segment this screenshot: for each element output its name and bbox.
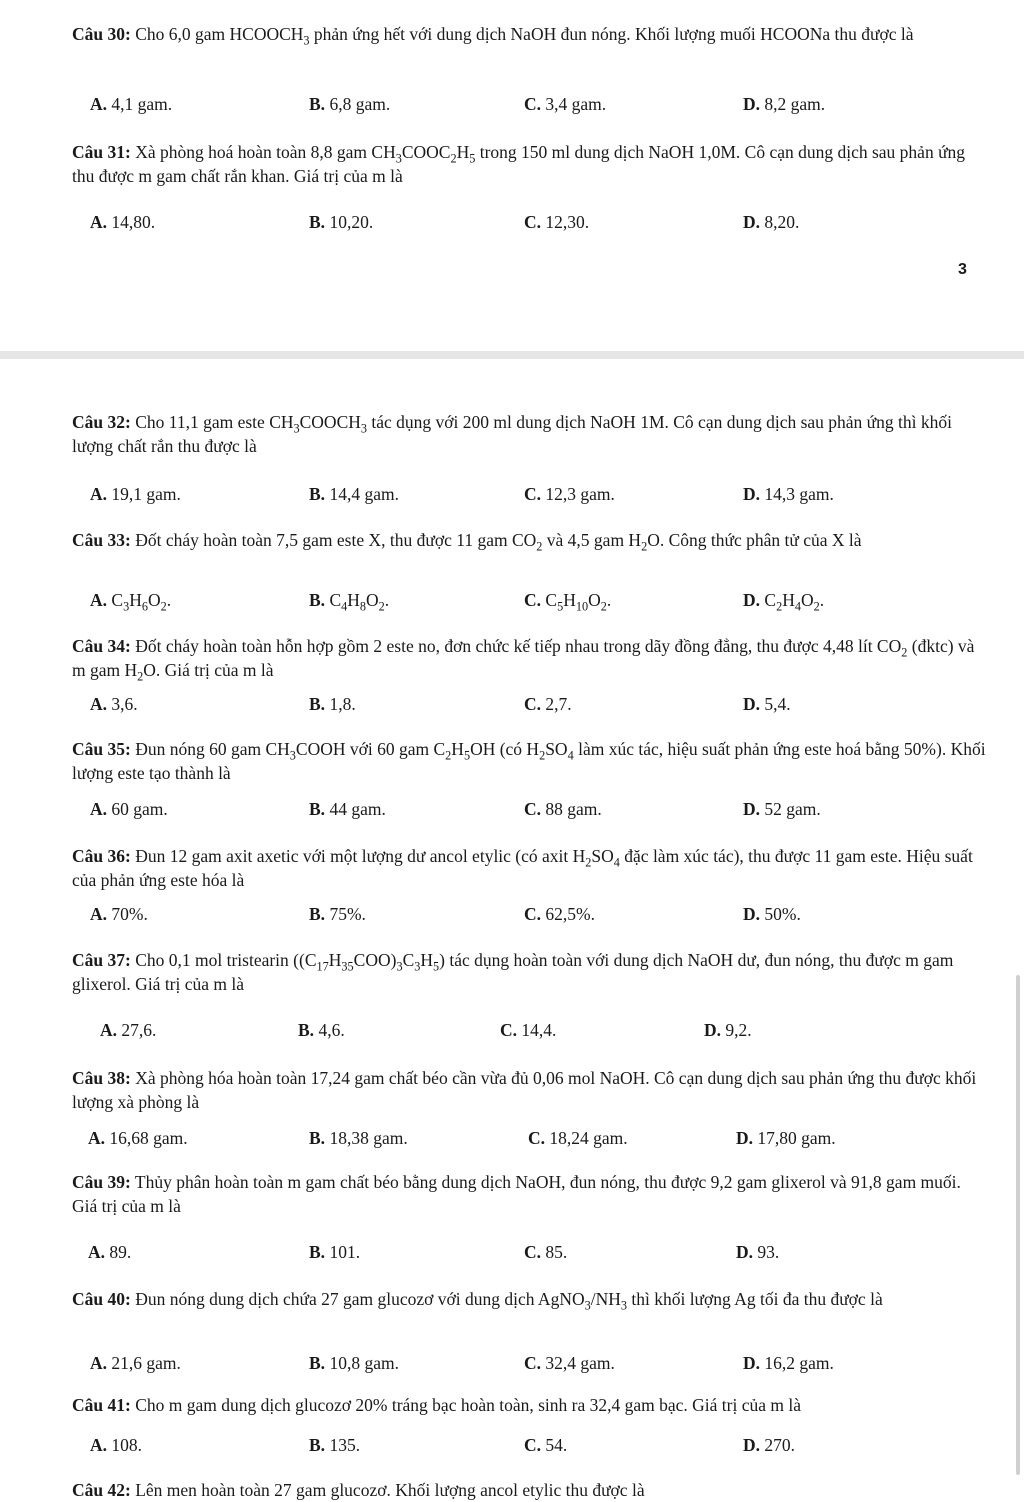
option-d[interactable]: D. 9,2. [704, 1020, 752, 1040]
question-label: Câu 39: [72, 1172, 131, 1192]
option-b[interactable]: B. 135. [309, 1435, 361, 1455]
question-39 [72, 1170, 987, 1262]
option-a[interactable]: A. 60 gam. [90, 799, 168, 819]
option-a[interactable]: A. $C_3H_6O_2$. [90, 590, 172, 614]
question-stem [72, 1393, 987, 1417]
option-d[interactable]: D. 5,4. [743, 694, 791, 714]
option-b[interactable]: B. 101. [309, 1242, 361, 1262]
answer-options [72, 1018, 987, 1042]
answer-options [72, 1433, 987, 1457]
question-label: Câu 42: [72, 1480, 131, 1500]
question-label: Câu 41: [72, 1395, 131, 1415]
question-stem [72, 634, 987, 682]
option-b[interactable]: B. 18,38 gam. [309, 1128, 408, 1148]
option-a[interactable]: A. 70%. [90, 904, 148, 924]
option-a[interactable]: A. 4,1 gam. [90, 94, 173, 114]
option-b[interactable]: B. 1,8. [309, 694, 356, 714]
answer-options [72, 92, 987, 116]
option-c[interactable]: C. $C_5H_{10}O_2$. [524, 590, 612, 614]
answer-options [72, 692, 987, 716]
option-c[interactable]: C. 3,4 gam. [524, 94, 607, 114]
question-text: Cho m gam dung dịch glucozơ 20% tráng bạc hoàn toàn, sinh ra 32,4 gam bạc. Giá trị của m là [130, 1395, 802, 1415]
question-32 [72, 410, 987, 504]
question-label: Câu 35: [72, 739, 131, 759]
question-41 [72, 1393, 987, 1455]
option-d[interactable]: D. 50%. [743, 904, 801, 924]
option-c[interactable]: C. 12,30. [524, 212, 590, 232]
option-a[interactable]: A. 27,6. [100, 1020, 157, 1040]
option-a[interactable]: A. 21,6 gam. [90, 1353, 181, 1373]
option-c[interactable]: C. 88 gam. [524, 799, 602, 819]
option-a[interactable]: A. 19,1 gam. [90, 484, 181, 504]
option-d[interactable]: D. $C_2H_4O_2$. [743, 590, 825, 614]
question-31 [72, 140, 987, 232]
question-stem [72, 844, 987, 892]
option-b[interactable]: B. 4,6. [298, 1020, 345, 1040]
question-text: Xà phòng hoá hoàn toàn 8,8 gam $CH_3COOC_2H_5$ trong 150 ml dung dịch NaOH 1,0M. Cô cạn dung dịch sau phản ứng thu được m gam chất rắn khan. Giá trị của m là [72, 142, 966, 186]
question-text: Cho 6,0 gam $HCOOCH_3$ phản ứng hết với dung dịch NaOH đun nóng. Khối lượng muối HCOONa thu được là [130, 24, 914, 48]
answer-options [72, 1351, 987, 1375]
question-stem [72, 410, 987, 458]
question-stem [72, 528, 987, 552]
question-35 [72, 737, 987, 819]
question-label: Câu 37: [72, 950, 131, 970]
option-d[interactable]: D. 16,2 gam. [743, 1353, 834, 1373]
option-d[interactable]: D. 8,2 gam. [743, 94, 826, 114]
question-37 [72, 948, 987, 1040]
question-text: Đun nóng 60 gam $CH_3COOH$ với 60 gam $C_2H_5OH$ (có $H_2SO_4$ làm xúc tác, hiệu suất phản ứng este hoá bằng 50%). Khối lượng este tạo thành là [72, 739, 986, 783]
question-text: Xà phòng hóa hoàn toàn 17,24 gam chất béo cần vừa đủ 0,06 mol NaOH. Cô cạn dung dịch sau phản ứng thu được khối lượng xà phòng là [72, 1068, 977, 1112]
option-c[interactable]: C. 85. [524, 1242, 568, 1262]
question-text: Đun 12 gam axit axetic với một lượng dư ancol etylic (có axit $H_2SO_4$ đặc làm xúc tác), thu được 11 gam este. Hiệu suất của phản ứng este hóa là [72, 846, 973, 890]
question-stem [72, 1287, 987, 1311]
option-c[interactable]: C. 12,3 gam. [524, 484, 615, 504]
question-33 [72, 528, 987, 614]
question-label: Câu 31: [72, 142, 131, 162]
question-label: Câu 30: [72, 24, 131, 44]
option-b[interactable]: B. 14,4 gam. [309, 484, 399, 504]
option-d[interactable]: D. 17,80 gam. [736, 1128, 836, 1148]
option-c[interactable]: C. 54. [524, 1435, 568, 1455]
option-d[interactable]: D. 8,20. [743, 212, 800, 232]
answer-options [72, 1240, 987, 1264]
option-a[interactable]: A. 16,68 gam. [88, 1128, 188, 1148]
option-c[interactable]: C. 32,4 gam. [524, 1353, 615, 1373]
option-b[interactable]: B. 44 gam. [309, 799, 386, 819]
option-d[interactable]: D. 14,3 gam. [743, 484, 834, 504]
option-b[interactable]: B. 6,8 gam. [309, 94, 391, 114]
question-42-cutoff [72, 1478, 987, 1502]
question-text: Thủy phân hoàn toàn m gam chất béo bằng dung dịch NaOH, đun nóng, thu được 9,2 gam glixerol và 91,8 gam muối. Giá trị của m là [72, 1172, 961, 1216]
option-d[interactable]: D. 270. [743, 1435, 796, 1455]
question-label: Câu 33: [72, 530, 131, 550]
option-d[interactable]: D. 52 gam. [743, 799, 821, 819]
option-d[interactable]: D. 93. [736, 1242, 780, 1262]
option-c[interactable]: C. 14,4. [500, 1020, 557, 1040]
question-40 [72, 1287, 987, 1373]
question-text: Đốt cháy hoàn toàn hỗn hợp gồm 2 este no, đơn chức kế tiếp nhau trong dãy đồng đẳng, thu được 4,48 lít $CO_2$ (đktc) và m gam $H_2O$. Giá trị của m là [72, 636, 975, 684]
question-stem [72, 1066, 987, 1114]
question-text: Cho 0,1 mol tristearin $((C_{17}H_{35}COO)_3C_3H_5)$ tác dụng hoàn toàn với dung dịch NaOH dư, đun nóng, thu được m gam glixerol. Giá trị của m là [72, 950, 954, 994]
question-36 [72, 844, 987, 924]
option-a[interactable]: A. 89. [88, 1242, 132, 1262]
option-c[interactable]: C. 62,5%. [524, 904, 595, 924]
option-a[interactable]: A. 3,6. [90, 694, 138, 714]
question-text: Cho 11,1 gam este $CH_3COOCH_3$ tác dụng với 200 ml dung dịch NaOH 1M. Cô cạn dung dịch sau phản ứng thì khối lượng chất rắn thu được là [72, 412, 953, 456]
option-a[interactable]: A. 108. [90, 1435, 143, 1455]
question-stem [72, 948, 987, 996]
page-break [0, 351, 1024, 359]
option-b[interactable]: B. $C_4H_8O_2$. [309, 590, 390, 614]
option-c[interactable]: C. 18,24 gam. [528, 1128, 628, 1148]
answer-options [72, 1126, 987, 1150]
question-label: Câu 36: [72, 846, 131, 866]
question-text: Lên men hoàn toàn 27 gam glucozơ. Khối lượng ancol etylic thu được là [130, 1480, 645, 1500]
option-a[interactable]: A. 14,80. [90, 212, 156, 232]
answer-options [72, 902, 987, 926]
question-text: Đốt cháy hoàn toàn 7,5 gam este X, thu được 11 gam $CO_2$ và 4,5 gam $H_2O$. Công thức phân tử của X là [130, 530, 862, 554]
scrollbar[interactable] [1016, 975, 1020, 1475]
question-label: Câu 32: [72, 412, 131, 432]
page-number: 3 [958, 261, 967, 278]
question-text: Đun nóng dung dịch chứa 27 gam glucozơ với dung dịch $AgNO_3/NH_3$ thì khối lượng Ag tối đa thu được là [130, 1289, 883, 1313]
question-label: Câu 38: [72, 1068, 131, 1088]
question-stem [72, 1170, 987, 1218]
option-b[interactable]: B. 10,20. [309, 212, 374, 232]
option-b[interactable]: B. 75%. [309, 904, 366, 924]
answer-options [72, 482, 987, 506]
question-stem [72, 737, 987, 785]
question-38 [72, 1066, 987, 1148]
question-30 [72, 22, 987, 114]
question-stem [72, 140, 987, 188]
option-b[interactable]: B. 10,8 gam. [309, 1353, 399, 1373]
answer-options [72, 588, 987, 612]
answer-options [72, 210, 987, 234]
question-label: Câu 40: [72, 1289, 131, 1309]
answer-options [72, 797, 987, 821]
question-34 [72, 634, 987, 714]
option-c[interactable]: C. 2,7. [524, 694, 572, 714]
question-stem [72, 22, 987, 46]
question-label: Câu 34: [72, 636, 131, 656]
